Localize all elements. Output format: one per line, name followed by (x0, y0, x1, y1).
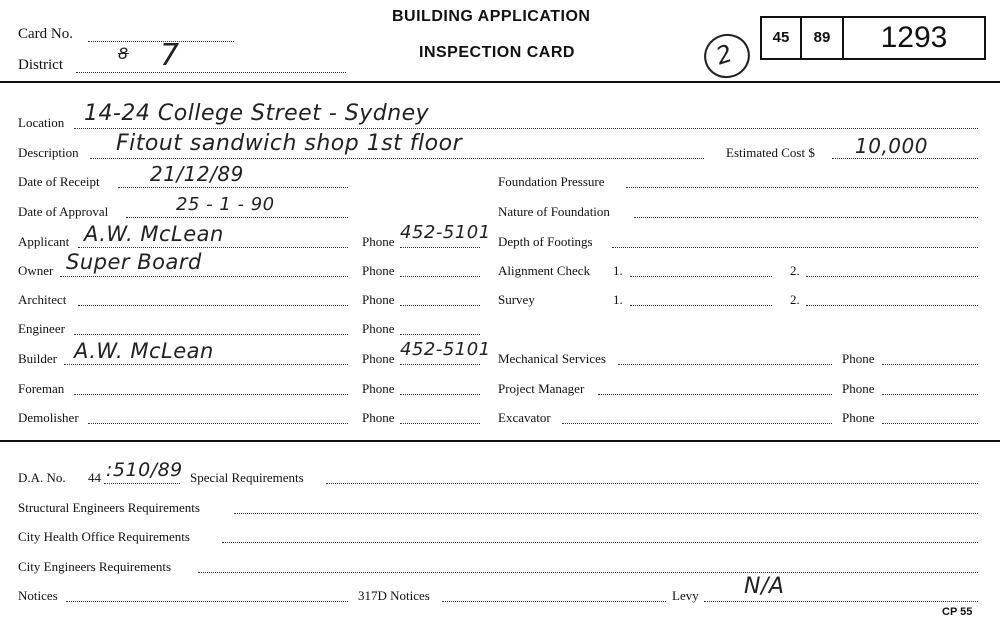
applicant-field[interactable] (78, 247, 348, 248)
levy-value: N/A (744, 574, 785, 599)
notices-317d-label: 317D Notices (358, 588, 430, 603)
da-no-value: :510/89 (106, 459, 183, 481)
health-requirements-field[interactable] (222, 542, 978, 543)
location-value: 14-24 College Street - Sydney (84, 101, 430, 126)
levy-label: Levy (672, 588, 699, 603)
header-divider (0, 81, 1000, 83)
owner-phone-field[interactable] (400, 276, 480, 277)
alignment-check-label: Alignment Check (498, 263, 591, 278)
builder-phone-label: Phone (362, 351, 395, 366)
card-number-cell-3: 1293 (880, 21, 948, 54)
city-engineers-requirements-label: City Engineers Requirements (18, 559, 172, 574)
description-field[interactable] (90, 158, 704, 159)
foreman-phone-field[interactable] (400, 394, 480, 395)
project-manager-field[interactable] (598, 394, 832, 395)
notices-317d-field[interactable] (442, 601, 666, 602)
form-code: CP 55 (942, 606, 973, 618)
survey-1-field[interactable] (630, 305, 772, 306)
special-requirements-label: Special Requirements (190, 470, 304, 485)
form-title-line2: INSPECTION CARD (419, 44, 575, 61)
date-approval-label: Date of Approval (18, 204, 109, 219)
demolisher-phone-field[interactable] (400, 423, 480, 424)
circled-number-value: 2 (712, 38, 737, 71)
structural-requirements-field[interactable] (234, 513, 978, 514)
special-requirements-field[interactable] (326, 483, 978, 484)
depth-footings-label: Depth of Footings (498, 234, 593, 249)
builder-value: A.W. McLean (74, 339, 214, 363)
excavator-phone-label: Phone (842, 410, 875, 425)
engineer-label: Engineer (18, 321, 65, 336)
district-value: 7 (160, 38, 180, 73)
structural-requirements-label: Structural Engineers Requirements (18, 500, 200, 515)
health-requirements-label: City Health Office Requirements (18, 529, 190, 544)
location-label: Location (18, 115, 65, 130)
foundation-pressure-label: Foundation Pressure (498, 174, 605, 189)
architect-phone-label: Phone (362, 292, 395, 307)
foundation-pressure-field[interactable] (626, 187, 978, 188)
architect-label: Architect (18, 292, 67, 307)
card-no-label: Card No. (18, 26, 73, 42)
foreman-field[interactable] (74, 394, 348, 395)
owner-label: Owner (18, 263, 54, 278)
project-manager-phone-field[interactable] (882, 394, 978, 395)
alignment-check-1-label: 1. (613, 263, 623, 278)
depth-footings-field[interactable] (612, 247, 978, 248)
mechanical-phone-field[interactable] (882, 364, 978, 365)
nature-foundation-field[interactable] (634, 217, 978, 218)
mechanical-field[interactable] (618, 364, 832, 365)
project-manager-phone-label: Phone (842, 381, 875, 396)
applicant-value: A.W. McLean (84, 222, 224, 246)
estimated-cost-value: 10,000 (855, 134, 928, 158)
builder-phone-value: 452-5101 (400, 339, 491, 360)
district-crossed-out: 8 (118, 44, 129, 63)
estimated-cost-field[interactable] (832, 158, 978, 159)
da-no-prefix: 44 (88, 470, 101, 485)
applicant-phone-value: 452-5101 (400, 222, 491, 243)
alignment-check-1-field[interactable] (630, 276, 772, 277)
applicant-phone-field[interactable] (400, 247, 480, 248)
mechanical-phone-label: Phone (842, 351, 875, 366)
city-engineers-requirements-field[interactable] (198, 572, 978, 573)
architect-phone-field[interactable] (400, 305, 480, 306)
excavator-field[interactable] (562, 423, 832, 424)
form-title-line1: BUILDING APPLICATION (392, 8, 591, 25)
circled-number (698, 28, 755, 84)
demolisher-phone-label: Phone (362, 410, 395, 425)
builder-field[interactable] (64, 364, 348, 365)
card-number-cell-1: 45 (762, 18, 802, 58)
applicant-phone-label: Phone (362, 234, 395, 249)
district-label: District (18, 57, 63, 73)
owner-value: Super Board (66, 250, 202, 274)
location-field[interactable] (74, 128, 978, 129)
date-receipt-label: Date of Receipt (18, 174, 100, 189)
district-field[interactable] (76, 72, 346, 73)
date-receipt-value: 21/12/89 (150, 162, 244, 186)
survey-1-label: 1. (613, 292, 623, 307)
mechanical-label: Mechanical Services (498, 351, 606, 366)
levy-field[interactable] (704, 601, 978, 602)
foreman-phone-label: Phone (362, 381, 395, 396)
demolisher-label: Demolisher (18, 410, 79, 425)
date-approval-field[interactable] (126, 217, 348, 218)
section-divider (0, 440, 1000, 442)
card-number-box (760, 16, 986, 60)
architect-field[interactable] (78, 305, 348, 306)
description-label: Description (18, 145, 79, 160)
da-no-label: D.A. No. (18, 470, 66, 485)
excavator-phone-field[interactable] (882, 423, 978, 424)
notices-label: Notices (18, 588, 58, 603)
builder-label: Builder (18, 351, 57, 366)
engineer-phone-field[interactable] (400, 334, 480, 335)
survey-label: Survey (498, 292, 535, 307)
alignment-check-2-field[interactable] (806, 276, 978, 277)
survey-2-field[interactable] (806, 305, 978, 306)
applicant-label: Applicant (18, 234, 70, 249)
owner-field[interactable] (60, 276, 348, 277)
estimated-cost-label: Estimated Cost $ (726, 145, 815, 160)
builder-phone-field[interactable] (400, 364, 480, 365)
demolisher-field[interactable] (88, 423, 348, 424)
notices-field[interactable] (66, 601, 348, 602)
alignment-check-2-label: 2. (790, 263, 800, 278)
description-value: Fitout sandwich shop 1st floor (116, 131, 463, 156)
owner-phone-label: Phone (362, 263, 395, 278)
da-no-field[interactable] (104, 483, 180, 484)
engineer-field[interactable] (74, 334, 348, 335)
date-approval-value: 25 - 1 - 90 (176, 194, 275, 215)
nature-foundation-label: Nature of Foundation (498, 204, 610, 219)
excavator-label: Excavator (498, 410, 551, 425)
survey-2-label: 2. (790, 292, 800, 307)
project-manager-label: Project Manager (498, 381, 585, 396)
date-receipt-field[interactable] (118, 187, 348, 188)
card-number-cell-2: 89 (802, 18, 844, 58)
foreman-label: Foreman (18, 381, 65, 396)
engineer-phone-label: Phone (362, 321, 395, 336)
